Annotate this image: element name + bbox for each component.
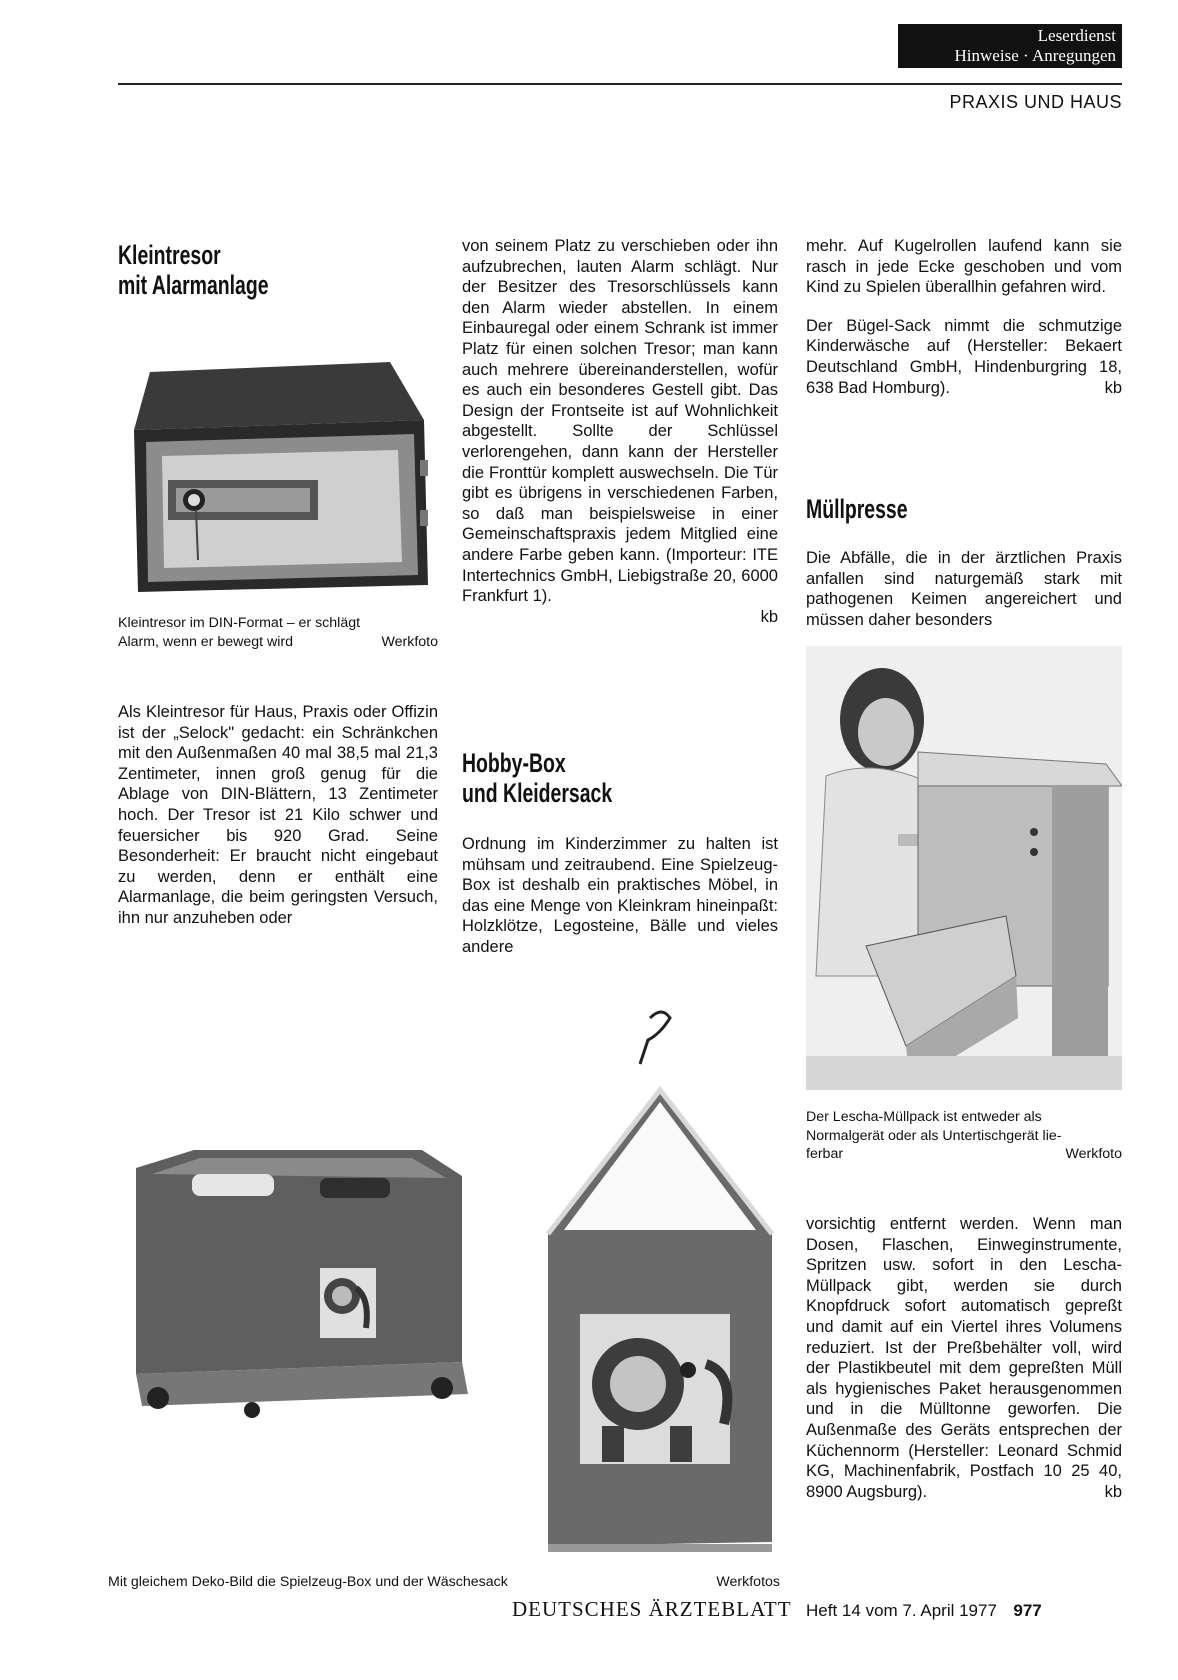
page-number: 977 (1013, 1601, 1042, 1620)
muellpresse-body-b (806, 1214, 1122, 1503)
safe-caption (118, 614, 438, 651)
kleintresor-body-col2 (462, 236, 778, 627)
muellpack-caption-line3: ferbar (806, 1146, 844, 1162)
safe-caption-row (118, 633, 438, 652)
header-rule (118, 83, 1122, 85)
toybox-photo (130, 1148, 470, 1418)
hobbybox-text-col3b: Der Bügel-Sack nimmt die schmutzige Kinderwäsche auf (Hersteller: Bekaert Deutschland GmbH, Hindenburgring 18, 638 Bad Homburg). (806, 316, 1122, 397)
hobbybox-text-col2: Ordnung im Kinderzimmer zu halten ist mühsam und zeitraubend. Eine Spielzeug-Box ist deshalb ein praktisches Möbel, in das eine Menge von Kleinkram hineinpaßt: Holzklötze, Legosteine, Bälle und vieles andere (462, 835, 778, 956)
kleintresor-headline (118, 240, 438, 300)
section-name: PRAXIS UND HAUS (949, 92, 1122, 112)
hobbybox-signature: kb (1104, 379, 1122, 398)
laundry-sack-photo (540, 1004, 792, 1554)
hobbybox-text-col3a: mehr. Auf Kugelrollen laufend kann sie rasch in jede Ecke geschoben und vom Kind zu Spielen überallhin gefahren wird. (806, 237, 1122, 297)
hobbybox-body-col2 (462, 834, 778, 958)
safe-photo (128, 360, 434, 595)
safe-caption-line1: Kleintresor im DIN-Format – er schlägt (118, 615, 361, 631)
journal-name: DEUTSCHES ÄRZTEBLATT (512, 1597, 792, 1621)
hobbybox-title-line2: und Kleidersack (462, 778, 613, 808)
muellpresse-body-a (806, 548, 1122, 630)
safe-caption-credit: Werkfoto (381, 633, 438, 650)
section-label-line1: Leserdienst (1037, 26, 1116, 45)
muellpack-caption (806, 1108, 1122, 1164)
muellpack-caption-credit: Werkfoto (1065, 1146, 1122, 1162)
page-footer (512, 1597, 1042, 1622)
hobbybox-body-col3 (806, 236, 1122, 399)
muellpack-photo (806, 646, 1122, 1090)
section-label-line2: Hinweise · Anregungen (954, 46, 1116, 65)
muellpack-caption-row (806, 1145, 1122, 1164)
hobbybox-title-line1: Hobby-Box (462, 748, 566, 778)
kleintresor-title-line1: Kleintresor (118, 240, 221, 270)
muellpack-caption-line2: Normalgerät oder als Untertischgerät lie- (806, 1127, 1062, 1144)
toys-caption-credit: Werkfotos (716, 1574, 780, 1590)
muellpresse-text-a: Die Abfälle, die in der ärztlichen Praxis anfallen sind naturgemäß stark mit pathogenen Keimen angereichert und müssen daher besonders (806, 549, 1122, 629)
muellpresse-title: Müllpresse (806, 494, 908, 524)
kleintresor-text-col1: Als Kleintresor für Haus, Praxis oder Offizin ist der „Selock" gedacht: ein Schränkchen mit den Außenmaßen 40 mal 38,5 mal 21,3 Zentimeter, innen groß genug für die Ablage von DIN-Blättern, 13 Zentimeter hoch. Der Tresor ist 21 Kilo schwer und feuersicher bis 920 Grad. Seine Besonderheit: Er braucht nicht eingebaut zu werden, denn er enthält eine Alarmanlage, die beim geringsten Versuch, ihn nur anzuheben oder (118, 703, 438, 927)
muellpresse-headline (806, 494, 1122, 524)
safe-caption-line2: Alarm, wenn er bewegt wird (118, 633, 294, 650)
muellpresse-signature: kb (1104, 1483, 1122, 1502)
hobbybox-headline (462, 748, 778, 808)
kleintresor-signature: kb (760, 607, 778, 626)
kleintresor-body-col1 (118, 702, 438, 929)
kleintresor-text-col2: von seinem Platz zu verschieben oder ihn aufzubrechen, lauten Alarm schlägt. Nur der Besitzer des Tresorschlüssels kann den Alarm wieder abstellen. In einem Einbauregal oder einem Schrank ist immer Platz für einen solchen Tresor; man kann auch mehrere übereinanderstellen, wofür es auch ein besonderes Gestell gibt. Das Design der Frontseite ist auf Wohnlichkeit abgestellt. Sollte der Schlüssel verlorengehen, dann kann der Hersteller die Fronttür komplett auswechseln. Die Tür gibt es übrigens in verschiedenen Farben, so daß man beispielsweise in einer Gemeinschaftspraxis jedem Mitglied eine andere Farbe geben kann. (Importeur: ITE Intertechnics GmbH, Liebigstraße 20, 6000 Frankfurt 1). (462, 237, 778, 606)
toys-caption-text: Mit gleichem Deko-Bild die Spielzeug-Box und der Wäschesack (108, 1574, 508, 1590)
section-label-box (898, 24, 1122, 68)
muellpack-caption-line1: Der Lescha-Müllpack ist entweder als (806, 1109, 1042, 1125)
kleintresor-title-line2: mit Alarmanlage (118, 270, 269, 300)
muellpresse-text-b: vorsichtig entfernt werden. Wenn man Dosen, Flaschen, Einweginstrumente, Spritzen usw. sofort in den Lescha-Müllpack gibt, werden sie durch Knopfdruck sofort automatisch gepreßt und damit auf ein Viertel ihres Volumens reduziert. Ist der Preßbehälter voll, wird der Plastikbeutel mit dem gepreßten Müll als hygienisches Paket herausgenommen und in die Mülltonne geworfen. Die Außenmaße des Geräts entsprechen der Küchennorm (Hersteller: Leonard Schmid KG, Machinenfabrik, Postfach 10 25 40, 8900 Augsburg). (806, 1215, 1122, 1501)
issue-info: Heft 14 vom 7. April 1977 (806, 1601, 997, 1620)
toys-caption (108, 1573, 780, 1592)
